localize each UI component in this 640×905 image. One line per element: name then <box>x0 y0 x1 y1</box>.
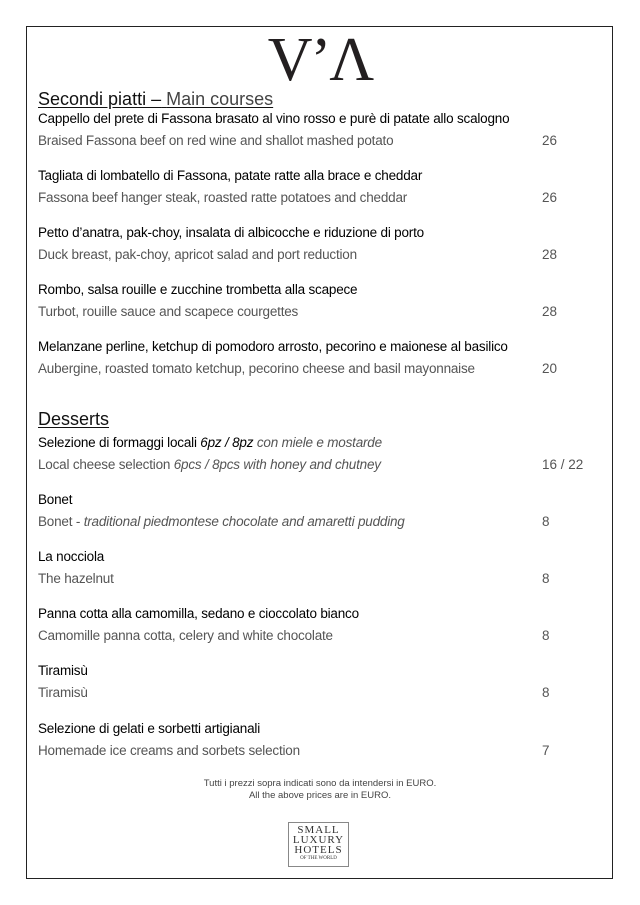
menu-item <box>38 660 598 706</box>
item-name-part: Local cheese selection <box>38 457 174 472</box>
item-size: 6pz / 8pz <box>200 435 254 450</box>
item-name-english: Turbot, rouille sauce and scapece courgettes <box>38 304 299 319</box>
price-note <box>0 778 640 802</box>
item-name-part: Selezione di formaggi locali <box>38 435 201 450</box>
item-price: 8 <box>542 571 550 586</box>
price-note-english: All the above prices are in EURO. <box>248 790 392 801</box>
item-name-italian: Rombo, salsa rouille e zucchine trombetta alla scapece <box>38 282 358 297</box>
restaurant-logo: V’Λ <box>267 26 373 94</box>
section-title-english: Main courses <box>166 89 274 109</box>
menu-item <box>38 222 598 268</box>
menu-item <box>38 336 598 382</box>
item-name-italian: Panna cotta alla camomilla, sedano e cioccolato bianco <box>38 606 359 621</box>
item-name-english: Duck breast, pak-choy, apricot salad and port reduction <box>38 247 357 262</box>
item-name-italian <box>38 432 598 454</box>
item-name-english: Camomille panna cotta, celery and white chocolate <box>38 628 333 643</box>
item-name-part: 6pcs / 8pcs with honey and chutney <box>173 457 381 472</box>
section-title-text: Desserts <box>38 409 110 429</box>
item-price: 28 <box>542 247 558 262</box>
item-name-italian: Cappello del prete di Fassona brasato al vino rosso e purè di patate allo scalogno <box>38 111 510 126</box>
menu-item <box>38 279 598 325</box>
item-name-english: Homemade ice creams and sorbets selection <box>38 743 300 758</box>
price-note-italian: Tutti i prezzi sopra indicati sono da intendersi in EURO. <box>203 778 437 789</box>
section-title-desserts <box>38 408 109 430</box>
item-price: 26 <box>542 190 558 205</box>
menu-item <box>38 432 598 478</box>
item-price: 8 <box>542 514 550 529</box>
menu-item <box>38 546 598 592</box>
item-price: 7 <box>542 743 550 758</box>
item-price: 8 <box>542 685 550 700</box>
item-name-english: Braised Fassona beef on red wine and shallot mashed potato <box>38 133 394 148</box>
menu-item <box>38 165 598 211</box>
small-luxury-hotels-logo <box>288 822 349 867</box>
item-name-part: Bonet - <box>38 514 84 529</box>
item-name-part: traditional piedmontese chocolate and amaretti pudding <box>83 514 405 529</box>
item-name-english <box>38 511 598 533</box>
item-price: 16 / 22 <box>542 457 584 472</box>
item-name-english <box>38 454 598 476</box>
menu-item <box>38 718 598 764</box>
section-title-italian: Secondi piatti – <box>38 89 162 109</box>
item-name-italian: Petto d’anatra, pak-choy, insalata di albicocche e riduzione di porto <box>38 225 424 240</box>
item-price: 20 <box>542 361 558 376</box>
item-name-part: con miele e mostarde <box>253 435 382 450</box>
item-name-italian: La nocciola <box>38 549 105 564</box>
menu-item <box>38 108 598 154</box>
menu-item <box>38 603 598 649</box>
item-name-english: The hazelnut <box>38 571 114 586</box>
item-price: 28 <box>542 304 558 319</box>
item-name-english: Aubergine, roasted tomato ketchup, pecorino cheese and basil mayonnaise <box>38 361 475 376</box>
item-name-english: Tiramisù <box>38 685 88 700</box>
logo-text: OF THE WORLD <box>300 856 337 861</box>
item-name-italian: Bonet <box>38 492 73 507</box>
item-name-italian: Tiramisù <box>38 663 88 678</box>
logo-text: SMALL <box>297 824 340 836</box>
item-name-italian: Tagliata di lombatello di Fassona, patate ratte alla brace e cheddar <box>38 168 423 183</box>
logo-text: LUXURY <box>292 834 345 846</box>
item-name-italian: Melanzane perline, ketchup di pomodoro arrosto, pecorino e maionese al basilico <box>38 339 508 354</box>
menu-item <box>38 489 598 535</box>
item-name-italian: Selezione di gelati e sorbetti artigianali <box>38 721 260 736</box>
section-title-main-courses <box>38 88 273 110</box>
item-name-english: Fassona beef hanger steak, roasted ratte potatoes and cheddar <box>38 190 408 205</box>
logo-text: HOTELS <box>294 844 343 856</box>
item-price: 8 <box>542 628 550 643</box>
item-price: 26 <box>542 133 558 148</box>
